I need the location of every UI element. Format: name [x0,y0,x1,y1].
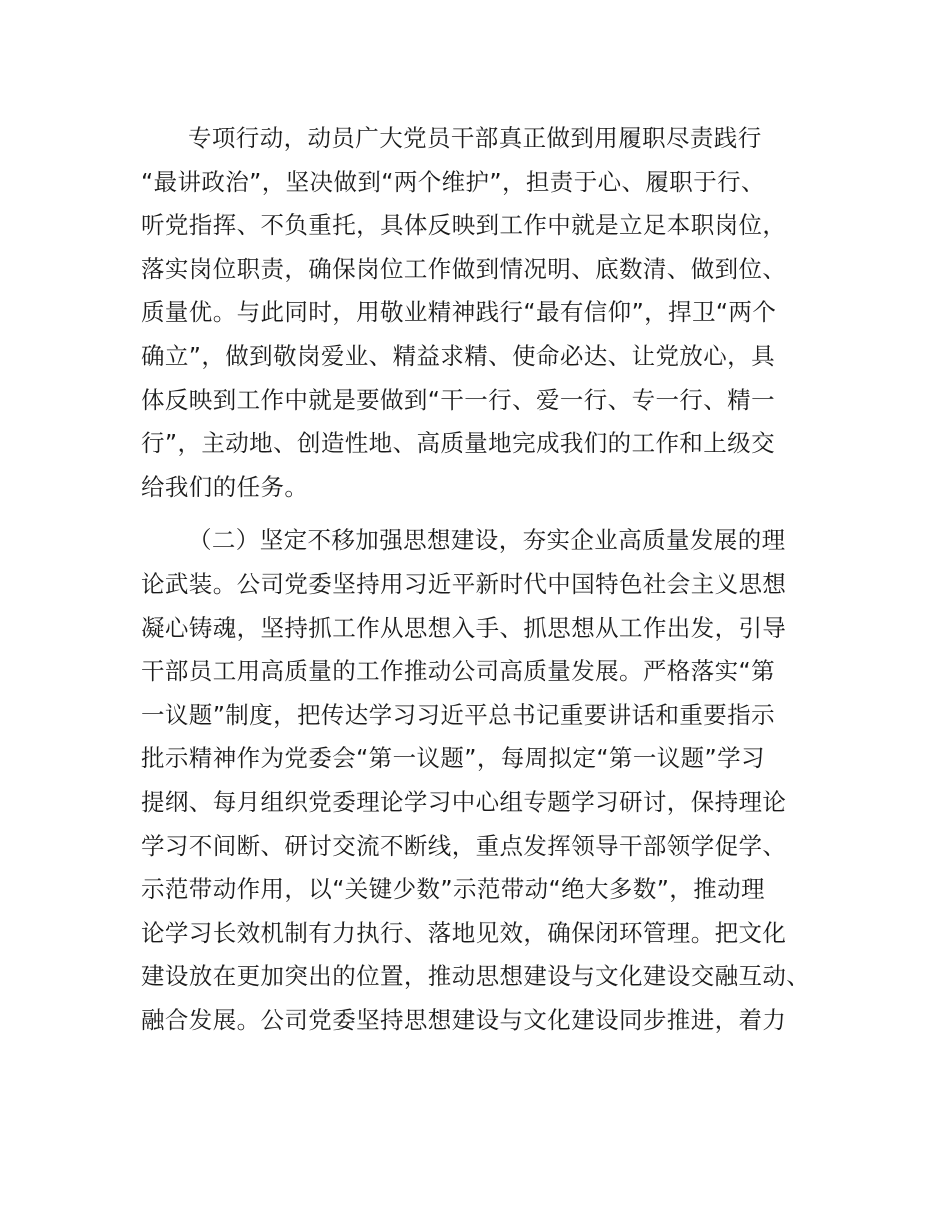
text-line: 论学习长效机制有力执行、落地见效，确保闭环管理。把文化 [141,918,787,947]
text-line: （二）坚定不移加强思想建设，夯实企业高质量发展的理 [188,526,786,555]
text-line: 学习不间断、研讨交流不断线，重点发挥领导干部领学促学、 [141,831,787,860]
text-line: 质量优。与此同时，用敬业精神践行“最有信仰”，捍卫“两个 [141,298,777,327]
text-line: 干部员工用高质量的工作推动公司高质量发展。严格落实“第 [141,657,775,686]
text-line: 凝心铸魂，坚持抓工作从思想入手、抓思想从工作出发，引导 [141,613,787,642]
text-line: 给我们的任务。 [141,472,309,501]
text-line: 落实岗位职责，确保岗位工作做到情况明、底数清、做到位、 [141,254,787,283]
text-line: 听党指挥、不负重托，具体反映到工作中就是立足本职岗位， [141,211,787,240]
document-body [141,117,821,1042]
text-line: 确立”，做到敬岗爱业、精益求精、使命必达、让党放心，具 [141,341,775,370]
text-line: 示范带动作用，以“关键少数”示范带动“绝大多数”，推动理 [141,875,765,904]
text-line: 专项行动，动员广大党员干部真正做到用履职尽责践行 [188,124,762,152]
text-line: 批示精神作为党委会“第一议题”，每周拟定“第一议题”学习 [141,744,765,773]
text-line: 一议题”制度，把传达学习习近平总书记重要讲话和重要指示 [141,700,775,729]
text-line: “最讲政治”，坚决做到“两个维护”，担责于心、履职于行、 [141,167,765,196]
paragraph-1 [141,117,821,509]
text-line: 融合发展。公司党委坚持思想建设与文化建设同步推进，着力 [141,1005,787,1034]
text-line: 提纲、每月组织党委理论学习中心组专题学习研讨，保持理论 [141,787,787,816]
text-line: 行”，主动地、创造性地、高质量地完成我们的工作和上级交 [141,429,775,458]
paragraph-2 [141,519,821,1042]
text-line: 体反映到工作中就是要做到“干一行、爱一行、专一行、精一 [141,385,775,414]
text-line: 论武装。公司党委坚持用习近平新时代中国特色社会主义思想 [141,569,787,598]
paragraph-spacer [141,509,821,519]
text-line: 建设放在更加突出的位置，推动思想建设与文化建设交融互动、 [141,962,811,991]
